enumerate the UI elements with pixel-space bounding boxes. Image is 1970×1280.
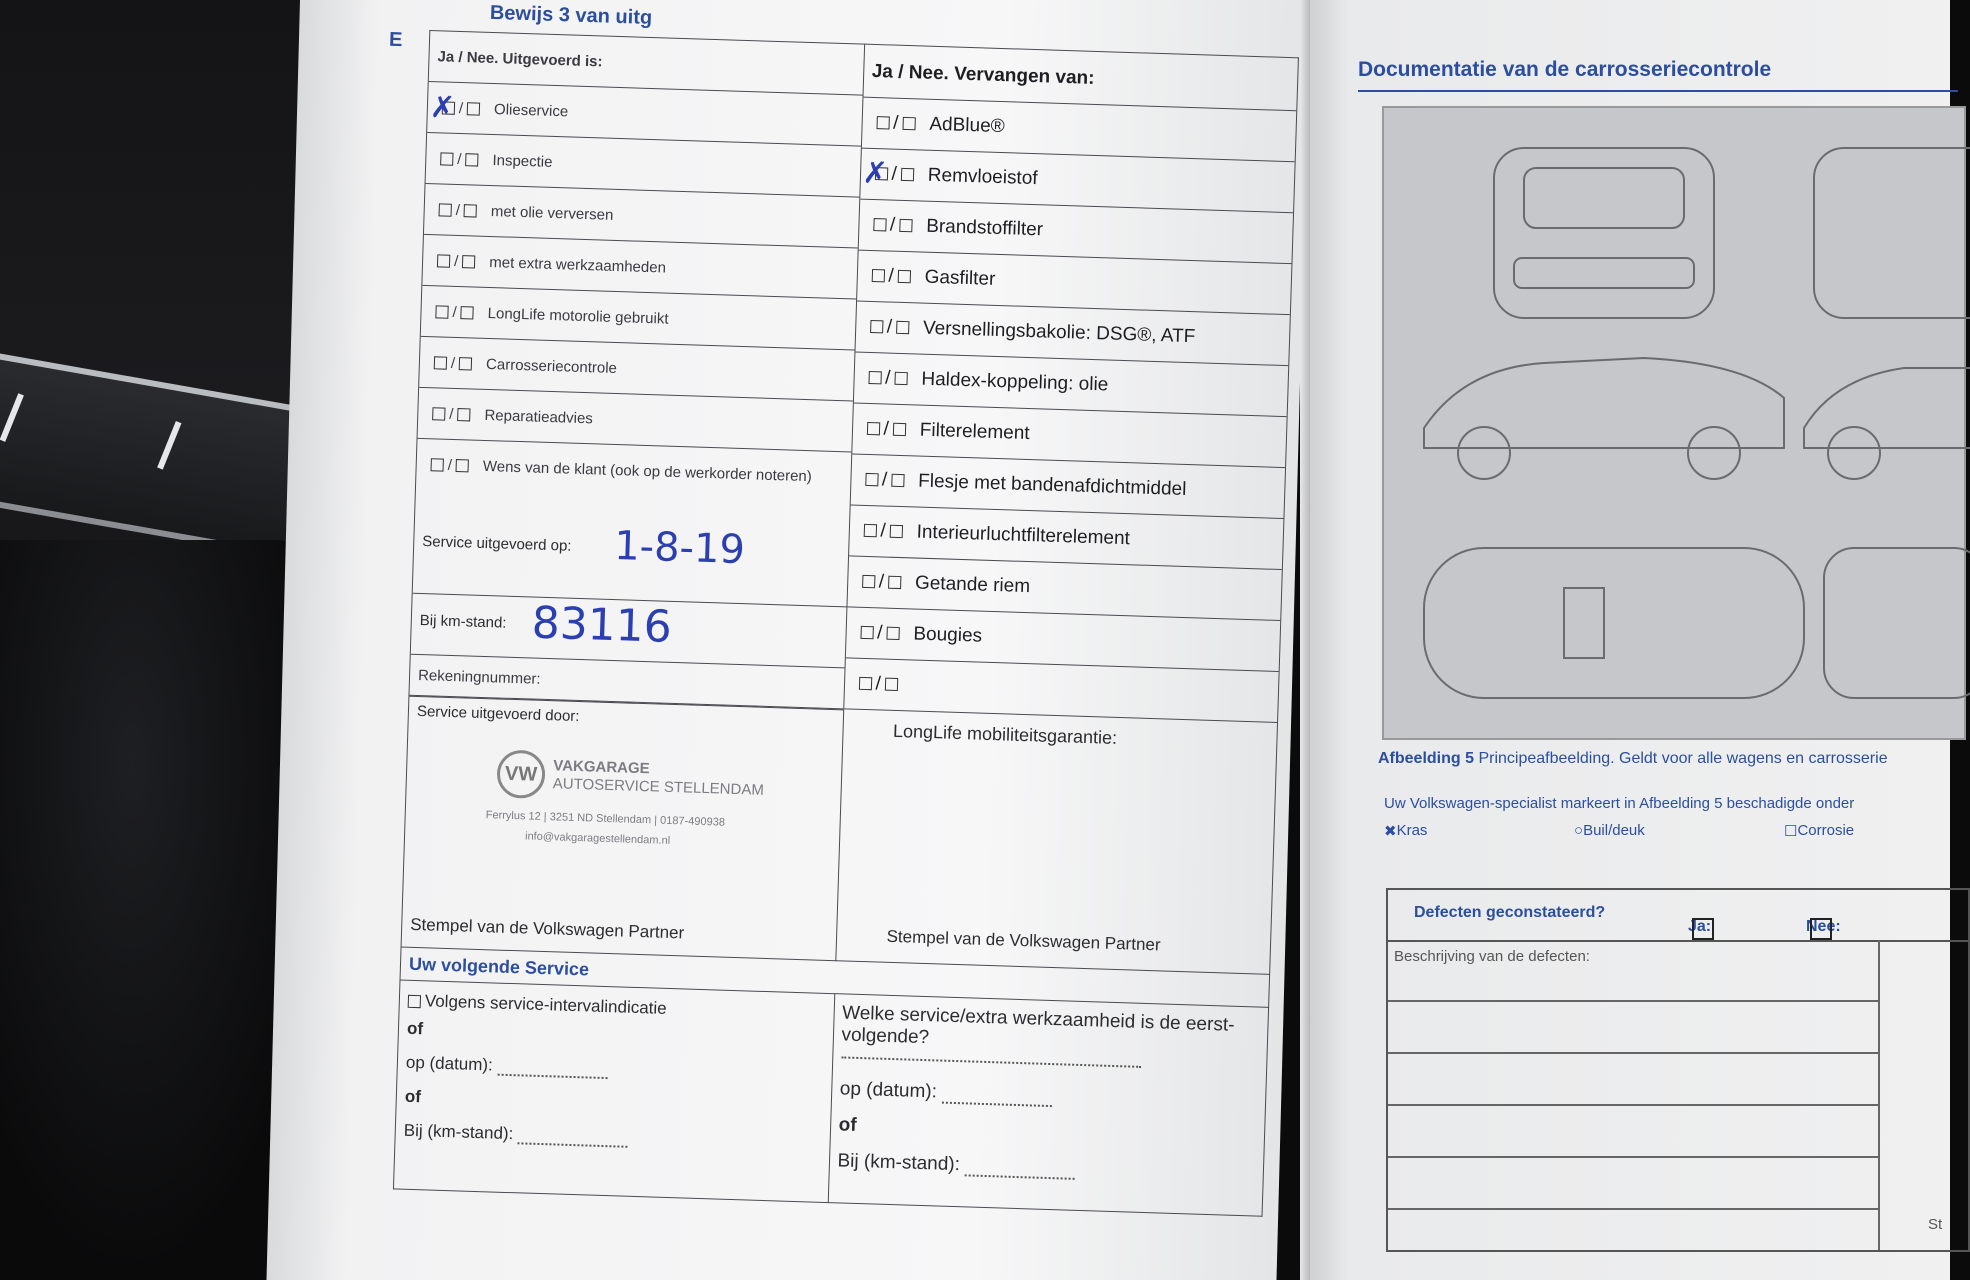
- handwritten-check-mark: ✗: [862, 155, 889, 192]
- replaced-item-label: Bougies: [913, 622, 983, 647]
- next-service-question: Welke service/extra werkzaamheid is de eerst-volgende?: [841, 1002, 1235, 1049]
- next-km-field[interactable]: [518, 1142, 628, 1147]
- yes-checkbox[interactable]: [434, 356, 447, 369]
- corner-text: St: [1928, 1216, 1943, 1233]
- no-checkbox[interactable]: [457, 408, 470, 421]
- km-label: Bij km-stand:: [419, 611, 507, 632]
- no-checkbox[interactable]: [902, 117, 915, 130]
- performed-item-label: Carrosseriecontrole: [485, 355, 618, 377]
- checkbox-separator: /: [447, 456, 453, 474]
- no-checkbox[interactable]: [899, 219, 912, 232]
- defects-line[interactable]: [1388, 1052, 1878, 1054]
- service-table: [393, 30, 1299, 1217]
- next-service-header: Uw volgende Service: [408, 953, 590, 979]
- performed-item-label: LongLife motorolie gebruikt: [487, 304, 669, 328]
- stamp-address: Ferrylus 12 | 3251 ND Stellendam | 0187-490938: [485, 809, 726, 829]
- dashboard-trim: [0, 350, 335, 562]
- dealer-stamp: [496, 749, 765, 805]
- no-checkbox[interactable]: [896, 321, 909, 334]
- no-checkbox[interactable]: [465, 153, 478, 166]
- performed-item-label: met extra werkzaamheden: [489, 253, 667, 277]
- service-date-cell: [413, 489, 850, 608]
- no-checkbox[interactable]: [459, 357, 472, 370]
- body-inspection-page: [1340, 50, 1943, 1280]
- checkbox-separator: /: [875, 672, 882, 694]
- stamp-name: VAKGARAGE: [553, 757, 650, 778]
- defects-line[interactable]: [1388, 1208, 1878, 1210]
- next-date-field-r[interactable]: [942, 1102, 1052, 1107]
- left-column-header: Ja / Nee. Uitgevoerd is:: [429, 31, 864, 96]
- replaced-item-label: Brandstoffilter: [925, 215, 1044, 240]
- replaced-item-label: Getande riem: [914, 572, 1031, 597]
- performed-by-label: Service uitgevoerd door:: [416, 702, 580, 726]
- legend-scratch: ✖ Kras: [1384, 822, 1428, 840]
- replaced-item-label: Flesje met bandenafdichtmiddel: [917, 470, 1187, 500]
- defects-no-checkbox[interactable]: [1810, 918, 1832, 940]
- checkbox-separator: /: [889, 214, 896, 236]
- checkbox-separator: /: [881, 468, 888, 491]
- defects-yes-checkbox[interactable]: [1692, 918, 1714, 940]
- performed-item-label: Wens van de klant (ook op de werkorder noteren): [482, 457, 813, 485]
- yes-checkbox[interactable]: [876, 116, 889, 129]
- yes-checkbox[interactable]: [873, 218, 886, 231]
- right-column: [835, 44, 1298, 974]
- defects-description-label: Beschrijving van de defecten:: [1394, 948, 1590, 965]
- no-checkbox[interactable]: [889, 525, 902, 538]
- no-checkbox[interactable]: [460, 306, 473, 319]
- next-service-answer-line[interactable]: [841, 1056, 1141, 1067]
- performed-item-label: Reparatieadvies: [484, 406, 594, 427]
- next-service-left: [393, 980, 834, 1203]
- invoice-label: Rekeningnummer:: [417, 666, 541, 688]
- trim-button: [157, 421, 181, 470]
- km-handwritten: 83116: [530, 597, 673, 653]
- longlife-label: LongLife mobiliteitsgarantie:: [892, 720, 1118, 748]
- checkbox-separator: /: [884, 366, 891, 389]
- next-service-right: [828, 994, 1269, 1217]
- legend-dent: ○ Buil/deuk: [1574, 822, 1645, 839]
- checkbox-separator: /: [880, 519, 886, 542]
- stamp-partner-left: Stempel van de Volkswagen Partner: [409, 914, 685, 943]
- caption-number: Afbeelding 5: [1378, 750, 1475, 767]
- yes-checkbox[interactable]: [868, 371, 881, 384]
- stamp-partner-right: Stempel van de Volkswagen Partner: [886, 926, 1161, 954]
- no-checkbox[interactable]: [462, 255, 475, 268]
- yes-checkbox[interactable]: [866, 422, 879, 435]
- yes-checkbox[interactable]: [437, 254, 450, 267]
- car-diagram: [1382, 106, 1966, 740]
- defects-box: [1386, 888, 1970, 1252]
- defects-line[interactable]: [1388, 1156, 1878, 1158]
- of-r: of: [838, 1114, 857, 1136]
- yes-checkbox[interactable]: [865, 473, 878, 486]
- service-date-handwritten: 1-8-19: [613, 523, 746, 574]
- next-km-label-r: Bij (km-stand):: [837, 1150, 961, 1176]
- legend-corrosion: ☐ Corrosie: [1784, 822, 1855, 840]
- no-checkbox[interactable]: [897, 270, 910, 283]
- no-checkbox[interactable]: [467, 102, 480, 115]
- marking-note: Uw Volkswagen-specialist markeert in Afbeelding 5 beschadigde onder: [1384, 795, 1855, 812]
- stamp-email: info@vakgaragestellendam.nl: [524, 830, 671, 847]
- next-date-label: op (datum):: [405, 1052, 494, 1075]
- figure-caption: [1378, 750, 1888, 768]
- performed-item-label: Olieservice: [493, 100, 569, 120]
- form-title: Bewijs 3 van uitg: [489, 1, 653, 29]
- checkbox-separator: /: [457, 150, 462, 168]
- handwritten-check-mark: ✗: [429, 89, 456, 126]
- yes-checkbox[interactable]: [440, 152, 453, 165]
- no-checkbox[interactable]: [456, 459, 469, 472]
- performed-by-cell: [402, 696, 843, 960]
- service-proof-form: [388, 1, 1300, 1277]
- defects-line[interactable]: [1388, 1000, 1878, 1002]
- yes-checkbox[interactable]: [432, 407, 445, 420]
- checkbox-separator: /: [452, 303, 457, 321]
- yes-checkbox[interactable]: [863, 524, 876, 537]
- yes-checkbox[interactable]: [862, 575, 875, 588]
- next-km-label: Bij (km-stand):: [403, 1120, 514, 1144]
- no-checkbox[interactable]: [464, 204, 477, 217]
- checkbox-separator: /: [450, 354, 456, 372]
- replaced-item-label: Remvloeistof: [927, 164, 1038, 189]
- next-km-field-r[interactable]: [965, 1174, 1075, 1179]
- service-booklet: [300, 0, 1943, 1280]
- checkbox-separator: /: [891, 163, 898, 185]
- checkbox-separator: /: [876, 621, 883, 644]
- replaced-item-label: Versnellingsbakolie: DSG®, ATF: [922, 317, 1196, 347]
- checkbox-separator: /: [888, 265, 894, 287]
- checkbox-separator: /: [878, 570, 885, 593]
- checkbox-separator: /: [453, 252, 459, 270]
- interval-option: Volgens service-intervalindicatie: [424, 991, 667, 1018]
- yes-checkbox[interactable]: [871, 269, 884, 282]
- checkbox-separator: /: [449, 405, 454, 423]
- no-checkbox[interactable]: [888, 576, 901, 589]
- replaced-item-label: Interieurluchtfilterelement: [916, 521, 1131, 549]
- no-checkbox[interactable]: [894, 372, 907, 385]
- yes-checkbox[interactable]: [870, 320, 883, 333]
- right-column-header: Ja / Nee. Vervangen van:: [863, 46, 1298, 111]
- defects-question: Defecten geconstateerd?: [1414, 904, 1606, 921]
- of-2: of: [404, 1086, 422, 1107]
- vw-logo-icon: VW: [496, 749, 545, 798]
- yes-checkbox[interactable]: [435, 305, 448, 318]
- section-letter: E: [388, 28, 403, 52]
- yes-checkbox[interactable]: [858, 677, 871, 690]
- of-1: of: [406, 1018, 424, 1039]
- trim-button: [0, 393, 24, 442]
- checkbox-separator: /: [886, 316, 893, 338]
- next-date-field[interactable]: [497, 1074, 607, 1079]
- checkbox-separator: /: [883, 417, 890, 440]
- no-checkbox[interactable]: [885, 678, 898, 691]
- replaced-item-label: Gasfilter: [924, 266, 996, 290]
- performed-item-label: Inspectie: [492, 151, 553, 171]
- service-date-label: Service uitgevoerd op:: [422, 533, 572, 555]
- defects-divider: [1878, 940, 1880, 1250]
- longlife-cell: [836, 708, 1277, 972]
- defects-header: Defecten geconstateerd? Ja: Nee:: [1388, 890, 1968, 942]
- checkbox-separator: /: [455, 201, 461, 219]
- left-column: [401, 31, 864, 961]
- no-checkbox[interactable]: [893, 423, 906, 436]
- yes-checkbox[interactable]: [439, 203, 452, 216]
- car-outlines-icon: [1384, 108, 1964, 738]
- caption-text: Principeafbeelding. Geldt voor alle wagens en carrosserie: [1478, 750, 1888, 767]
- performed-item-label: met olie verversen: [490, 202, 614, 224]
- no-checkbox[interactable]: [891, 474, 904, 487]
- replaced-item-label: AdBlue®: [929, 113, 1006, 137]
- no-checkbox[interactable]: [901, 168, 914, 181]
- next-date-label-r: op (datum):: [839, 1078, 938, 1103]
- checkbox-separator: /: [458, 99, 464, 117]
- yes-checkbox[interactable]: [860, 626, 873, 639]
- defects-line[interactable]: [1388, 1104, 1878, 1106]
- replaced-item-label: Filterelement: [919, 419, 1030, 444]
- title-underline: [1358, 90, 1958, 92]
- replaced-item-label: Haldex-koppeling: olie: [921, 368, 1109, 395]
- stamp-sub: AUTOSERVICE STELLENDAM: [552, 775, 765, 799]
- no-checkbox[interactable]: [886, 627, 899, 640]
- checkbox-separator: /: [892, 112, 899, 134]
- body-inspection-title: Documentatie van de carrosseriecontrole: [1358, 58, 1772, 81]
- yes-checkbox[interactable]: [431, 458, 444, 471]
